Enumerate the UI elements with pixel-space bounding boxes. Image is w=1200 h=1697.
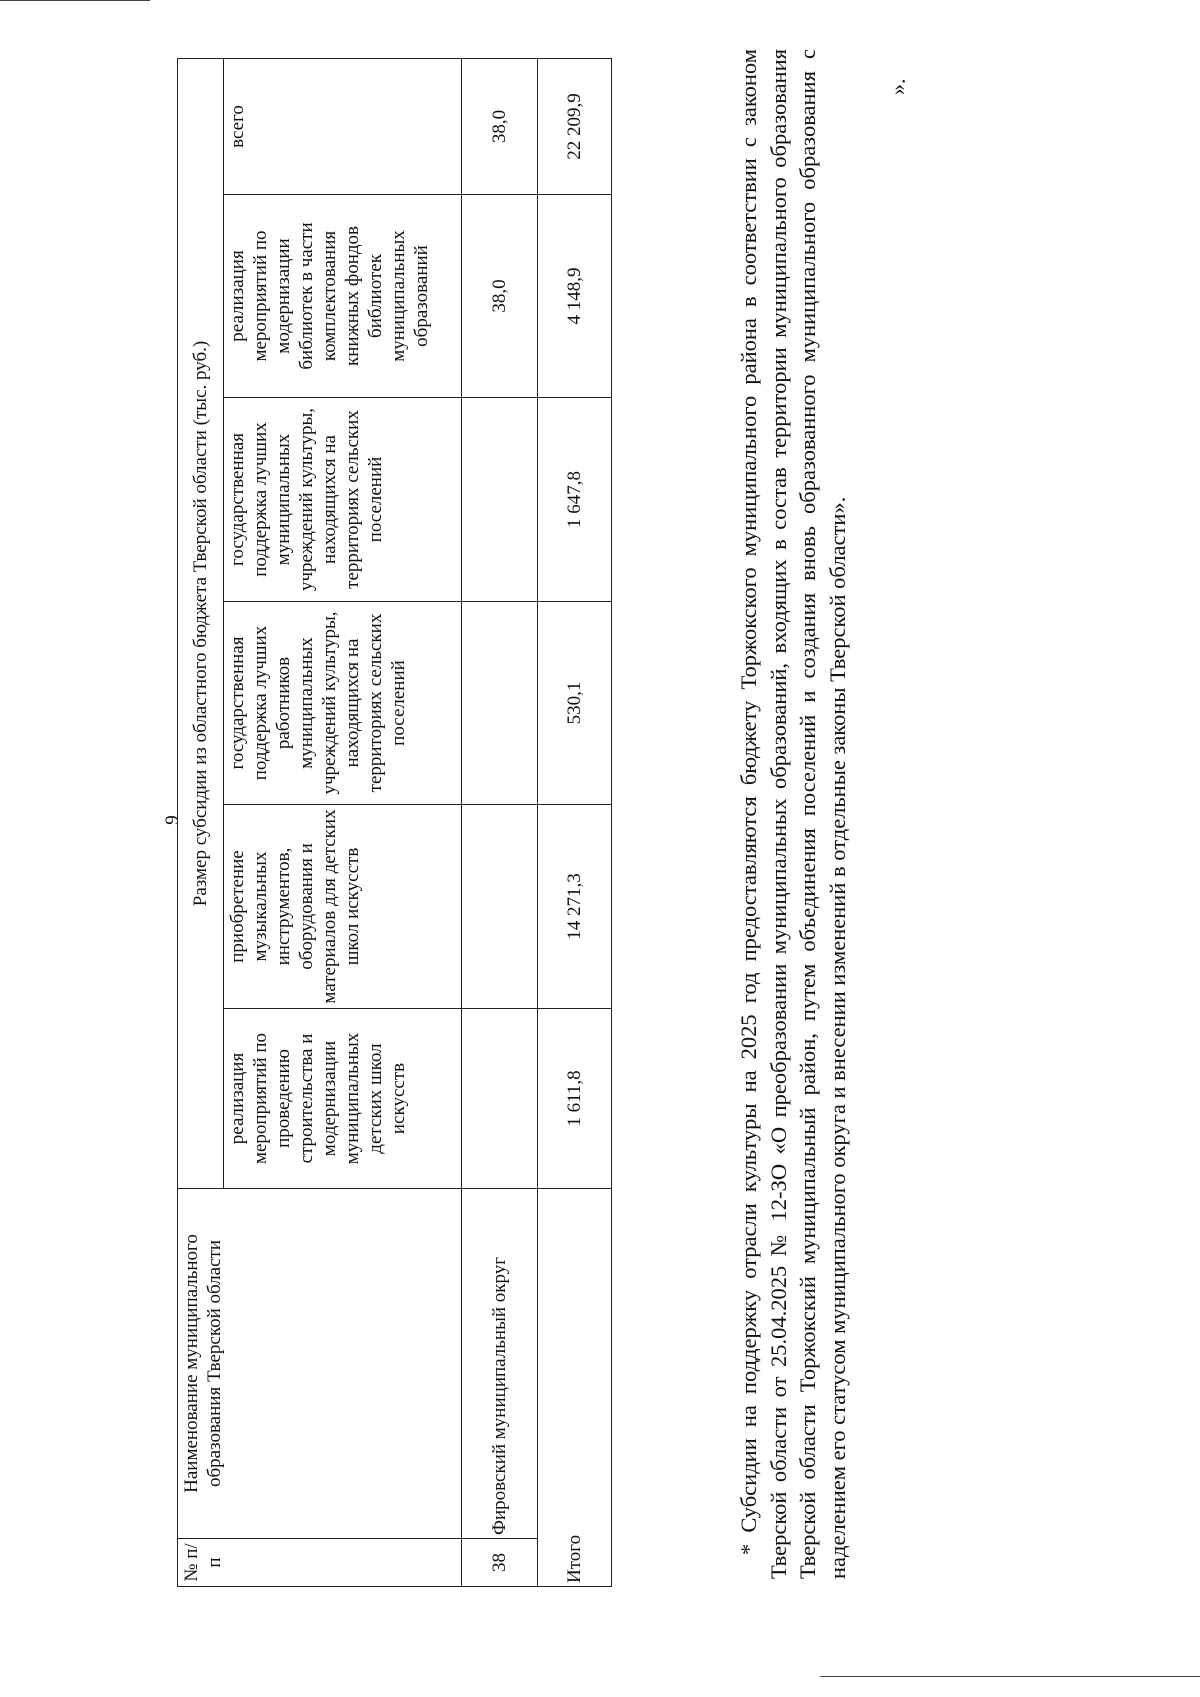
footnote [734,49,852,1579]
row-value-2 [462,805,538,1009]
header-col-3: государственная поддержка лучших работников муниципальных учреждений культуры, находящихся на территориях сельских поселений [224,602,462,805]
subsidy-table [177,58,612,1587]
header-col-5: реализация мероприятий по модернизации библиотек в части комплектования книжных фондов библиотек муниципальных образований [224,195,462,398]
row-value-4 [462,398,538,602]
row-num: 38 [462,1539,538,1587]
scan-edge-bottom [820,1676,1200,1677]
footnote-text: * Субсидии на поддержку отрасли культуры на 2025 год предоставляются бюджету Торжокского муниципального района в соответствии с законом Тверской области от 25.04.2025 № 12-ЗО «О преобразовании муниципальных образований, входящих в состав территории муниципального образования Тверской области Торжокский муниципальный район, путем объединения поселений и создания вновь образованного муниципального образования с наделением его статусом муниципального округа и внесении изменений в отдельные законы Тверской области». [736,49,850,1579]
header-col-2: приобретение музыкальных инструментов, оборудования и материалов для детских школ искусств [224,805,462,1009]
total-label: Итого [538,1189,612,1587]
header-num: № п/п [178,1539,462,1587]
row-value-5: 38,0 [462,195,538,398]
row-value-6: 38,0 [462,59,538,195]
header-col-1: реализация мероприятий по проведению строительства и модернизации муниципальных детских школ искусств [224,1009,462,1189]
total-value-2: 14 271,3 [538,805,612,1009]
total-value-6: 22 209,9 [538,59,612,195]
row-value-3 [462,602,538,805]
header-col-6: всего [224,59,462,195]
total-value-5: 4 148,9 [538,195,612,398]
scan-edge-top [0,0,150,1]
total-value-1: 1 611,8 [538,1009,612,1189]
table-row [462,59,538,1587]
total-row [538,59,612,1587]
header-subsidy-group: Размер субсидии из областного бюджета Тверской области (тыс. руб.) [178,59,224,1189]
closing-quote: ». [885,78,910,95]
page-number: 9 [162,815,183,825]
row-value-1 [462,1009,538,1189]
total-value-4: 1 647,8 [538,398,612,602]
row-name: Фировский муниципальный округ [462,1189,538,1539]
header-col-4: государственная поддержка лучших муниципальных учреждений культуры, находящихся на территориях сельских поселений [224,398,462,602]
rotated-document-page [150,45,1150,1595]
header-name: Наименование муниципального образования Тверской области [178,1189,462,1539]
total-value-3: 530,1 [538,602,612,805]
